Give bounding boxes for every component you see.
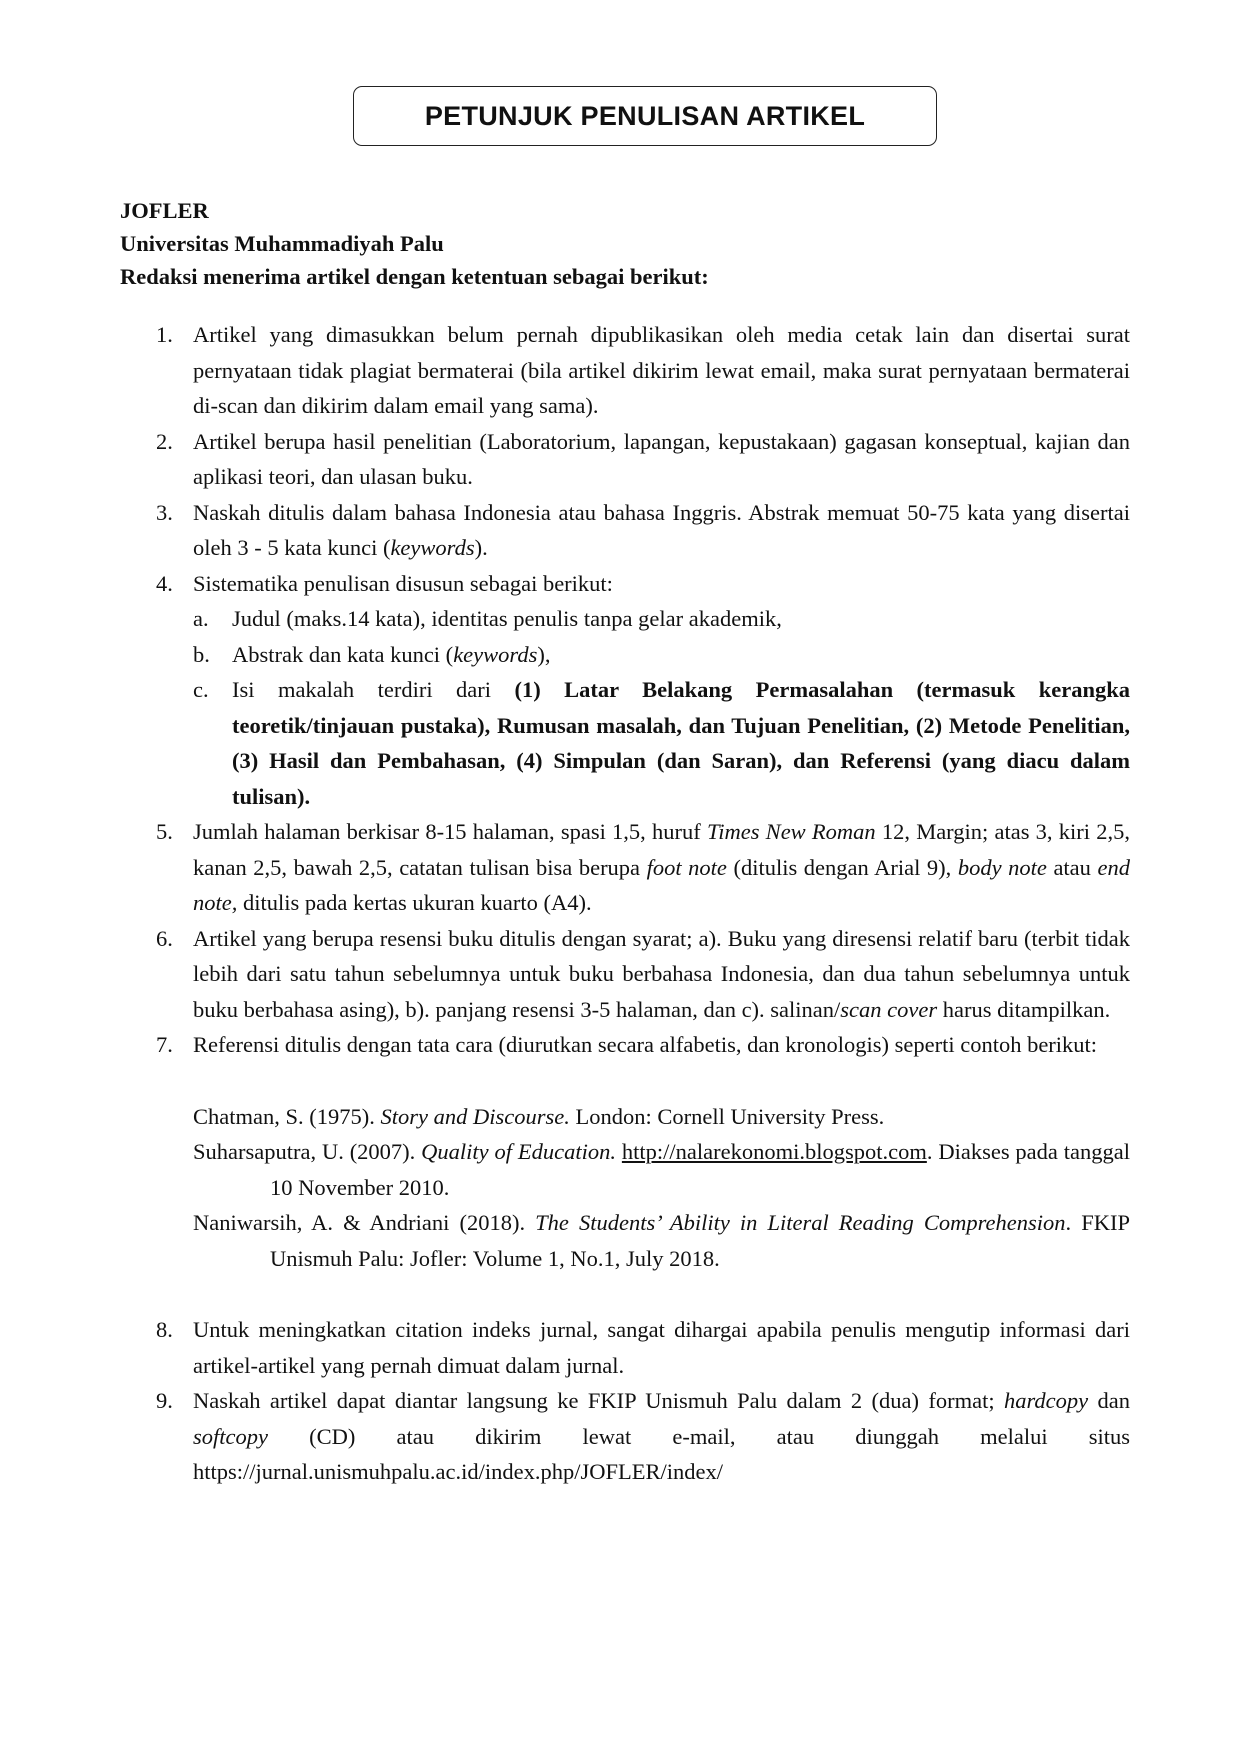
sub-text-bold: (1) Latar Belakang Permasalahan (termasuk kerangka teoretik/tinjauan pustaka), Rumusan masalah, dan Tujuan Penelitian, (2) Metode Penelitian, (3) Hasil dan Pembahasan, (4) Simpulan (dan Saran), dan Referensi (yang diacu dalam tulisan). bbox=[232, 677, 1130, 809]
list-text: Sistematika penulisan disusun sebagai berikut: bbox=[193, 570, 613, 596]
reference-title: Story and Discourse. bbox=[380, 1103, 570, 1129]
list-text: Jumlah halaman berkisar 8-15 halaman, spasi 1,5, huruf bbox=[193, 819, 707, 844]
list-text-italic: hardcopy bbox=[1003, 1388, 1089, 1413]
list-number: 2. bbox=[156, 428, 173, 454]
list-number: 5. bbox=[156, 819, 173, 844]
sub-item-b bbox=[120, 637, 1130, 673]
reference-title: The Students’ Ability in Literal Reading Comprehension bbox=[535, 1210, 1066, 1235]
sub-letter: a. bbox=[193, 606, 209, 631]
list-item-7 bbox=[120, 1027, 1130, 1063]
sub-text: Judul (maks.14 kata), identitas penulis tanpa gelar akademik, bbox=[232, 606, 782, 631]
list-number: 4. bbox=[156, 570, 173, 596]
reference-entry-3 bbox=[120, 1205, 1130, 1276]
list-item-8 bbox=[120, 1312, 1130, 1383]
list-text-italic: end note, bbox=[193, 854, 1130, 915]
list-text: Naskah ditulis dalam bahasa Indonesia atau bahasa Inggris. Abstrak memuat 50-75 kata yang disertai oleh 3 - 5 kata kunci ( bbox=[193, 499, 1130, 560]
intro-line: Redaksi menerima artikel dengan ketentuan sebagai berikut: bbox=[120, 264, 709, 289]
list-number: 1. bbox=[156, 322, 173, 347]
list-item-4 bbox=[120, 566, 1130, 602]
page-title-text: PETUNJUK PENULISAN ARTIKEL bbox=[424, 100, 866, 131]
sub-text: Isi makalah terdiri dari bbox=[232, 677, 515, 702]
reference-entry-1 bbox=[120, 1099, 1130, 1135]
list-text: ). bbox=[474, 535, 488, 560]
reference-text: Suharsaputra, U. (2007). bbox=[193, 1139, 422, 1164]
sub-letter: b. bbox=[193, 641, 210, 667]
sub-letter: c. bbox=[193, 677, 209, 702]
list-text: atau bbox=[1046, 854, 1098, 880]
list-item-5 bbox=[120, 814, 1130, 921]
list-number: 3. bbox=[156, 499, 173, 525]
sub-item-a bbox=[120, 601, 1130, 637]
guidelines-list bbox=[120, 317, 1130, 1490]
list-text-italic: Times New Roman bbox=[706, 819, 876, 844]
reference-link[interactable]: http://nalarekonomi.blogspot.com bbox=[621, 1139, 927, 1164]
list-text-italic: softcopy bbox=[193, 1423, 268, 1449]
document-header bbox=[120, 194, 709, 293]
reference-text: Chatman, S. (1975). bbox=[193, 1103, 381, 1129]
list-text: (CD) atau dikirim lewat e-mail, atau diunggah melalui situs https://jurnal.unismuhpalu.ac.id/index.php/JOFLER/index/ bbox=[193, 1423, 1130, 1484]
list-text: Referensi ditulis dengan tata cara (diurutkan secara alfabetis, dan kronologis) seperti contoh berikut: bbox=[193, 1032, 1098, 1057]
list-number: 7. bbox=[156, 1032, 173, 1057]
sub-text-italic: keywords bbox=[453, 641, 538, 667]
list-text-italic: scan cover bbox=[840, 996, 938, 1022]
sub-item-c bbox=[120, 672, 1130, 814]
journal-name: JOFLER bbox=[120, 198, 209, 223]
list-text: Artikel yang berupa resensi buku ditulis dengan syarat; a). Buku yang diresensi relatif baru (terbit tidak lebih dari satu tahun sebelumnya untuk buku berbahasa Indonesia, dan dua tahun sebelumnya untuk buku berbahasa asing), b). panjang resensi 3-5 halaman, dan c). salinan/ bbox=[193, 925, 1130, 1022]
list-text: Naskah artikel dapat diantar langsung ke FKIP Unismuh Palu dalam 2 (dua) format; bbox=[193, 1388, 1004, 1413]
reference-text: . FKIP Unismuh Palu: Jofler: Volume 1, No.1, July 2018. bbox=[270, 1210, 1130, 1271]
list-number: 9. bbox=[156, 1388, 173, 1413]
sub-text: Abstrak dan kata kunci ( bbox=[232, 641, 454, 667]
list-text: harus ditampilkan. bbox=[937, 996, 1111, 1022]
list-text: (ditulis dengan Arial 9), bbox=[726, 854, 958, 880]
list-text-italic: body note bbox=[957, 854, 1047, 880]
reference-title: Quality of Education. bbox=[421, 1139, 616, 1164]
list-text: Artikel berupa hasil penelitian (Laboratorium, lapangan, kepustakaan) gagasan konseptual, kajian dan aplikasi teori, dan ulasan buku. bbox=[193, 428, 1130, 489]
list-item-2 bbox=[120, 424, 1130, 495]
page-title bbox=[353, 86, 937, 146]
list-text: Untuk meningkatkan citation indeks jurnal, sangat dihargai apabila penulis mengutip informasi dari artikel-artikel yang pernah dimuat dalam jurnal. bbox=[193, 1317, 1130, 1378]
list-text-italic: foot note bbox=[646, 854, 727, 880]
list-text-italic: keywords bbox=[390, 535, 475, 560]
list-item-9 bbox=[120, 1383, 1130, 1490]
sub-text: ), bbox=[537, 641, 551, 667]
list-item-1 bbox=[120, 317, 1130, 424]
list-text: ditulis pada kertas ukuran kuarto (A4). bbox=[237, 890, 592, 915]
list-number: 8. bbox=[156, 1317, 173, 1342]
list-text: Artikel yang dimasukkan belum pernah dipublikasikan oleh media cetak lain dan disertai surat pernyataan tidak plagiat bermaterai (bila artikel dikirim lewat email, maka surat pernyataan bermaterai di-scan dan dikirim dalam email yang sama). bbox=[193, 322, 1130, 418]
reference-examples bbox=[120, 1099, 1130, 1277]
reference-text: Naniwarsih, A. & Andriani (2018). bbox=[193, 1210, 536, 1235]
list-text: dan bbox=[1088, 1388, 1130, 1413]
list-item-6 bbox=[120, 921, 1130, 1028]
list-text: 12, Margin; atas 3, kiri 2,5, kanan 2,5, bawah 2,5, catatan tulisan bisa berupa bbox=[193, 819, 1130, 880]
list-number: 6. bbox=[156, 925, 173, 951]
reference-entry-2 bbox=[120, 1134, 1130, 1205]
reference-text: . Diakses pada tanggal 10 November 2010. bbox=[270, 1139, 1130, 1200]
list-item-3 bbox=[120, 495, 1130, 566]
reference-text: London: Cornell University Press. bbox=[569, 1103, 885, 1129]
university-name: Universitas Muhammadiyah Palu bbox=[120, 231, 444, 256]
